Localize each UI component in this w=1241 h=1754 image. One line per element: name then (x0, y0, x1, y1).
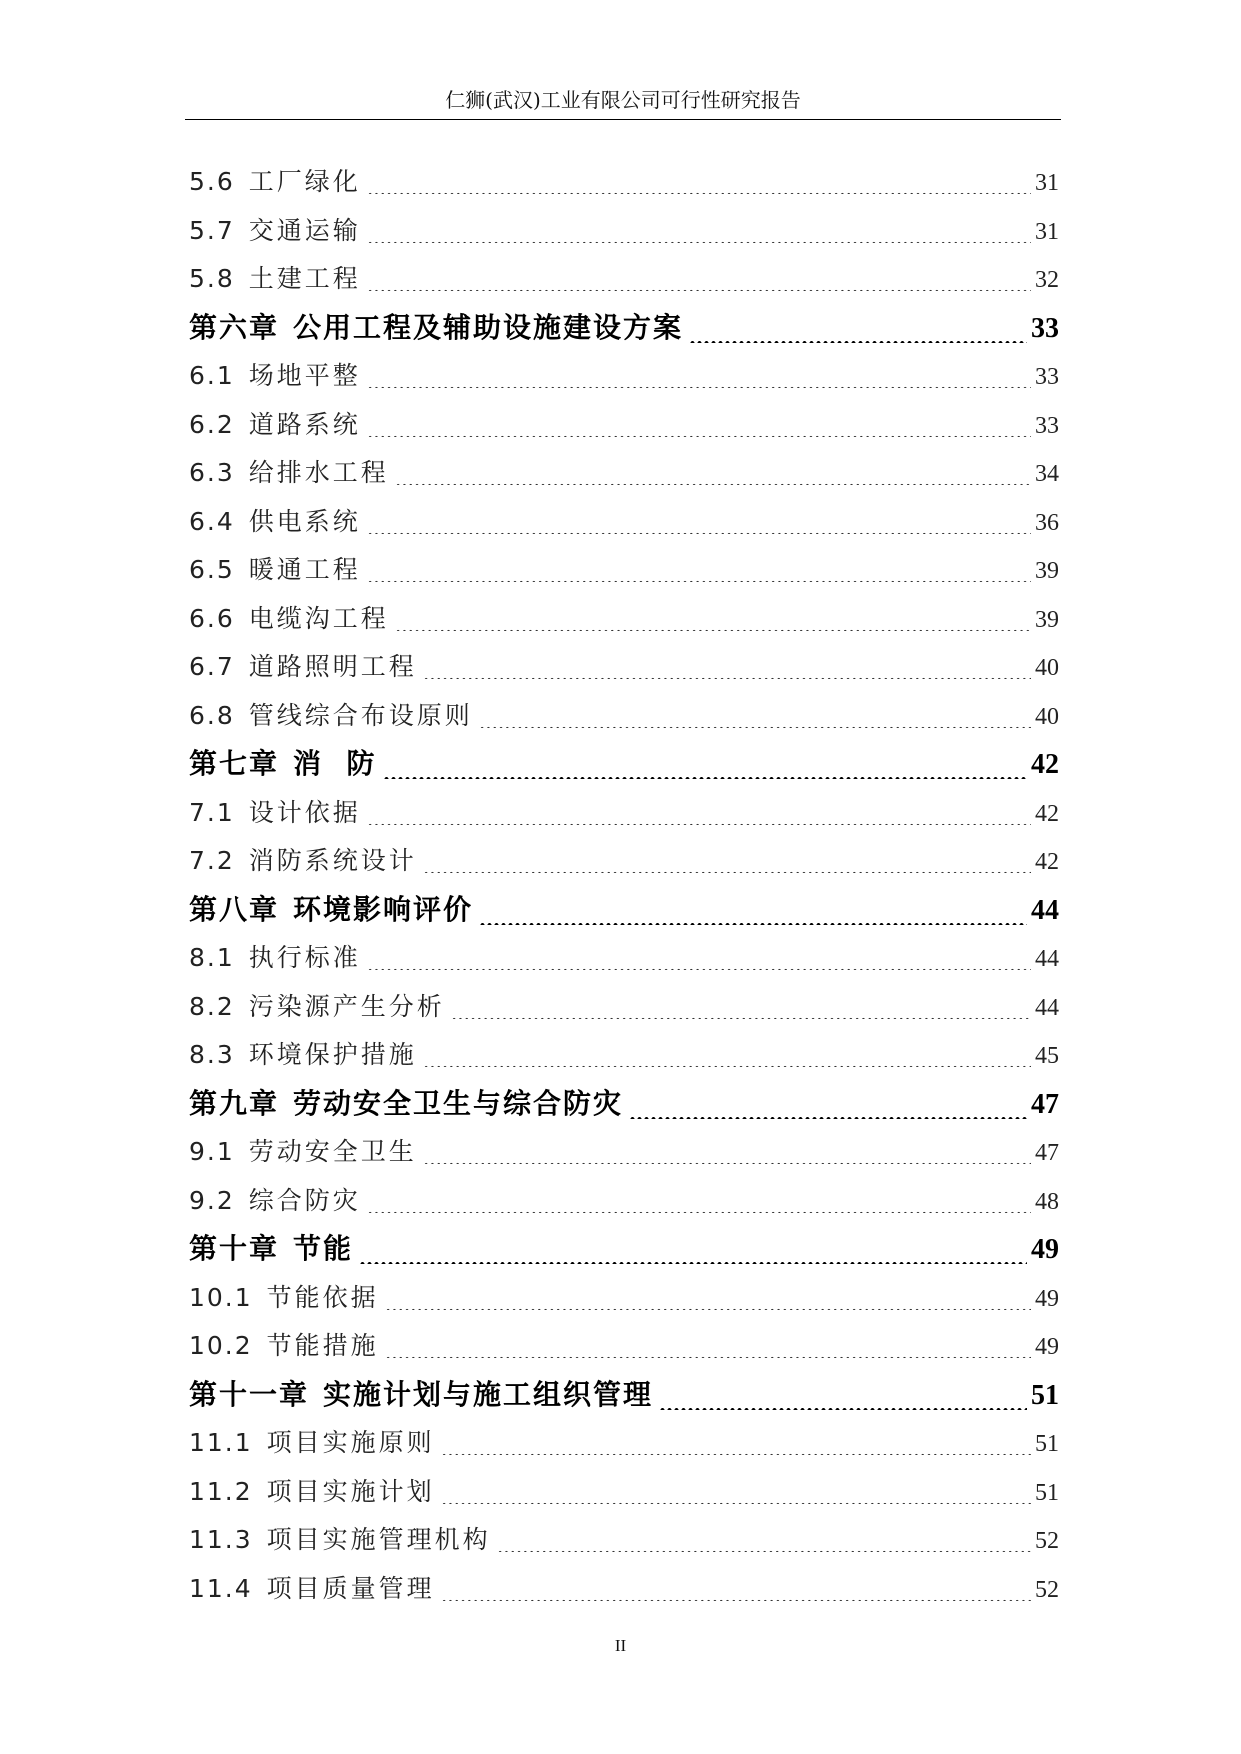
toc-leader-dots (367, 805, 1031, 825)
toc-section-entry[interactable] (189, 595, 1059, 644)
toc-entry-title: 节能 (293, 1232, 354, 1265)
toc-entry-title: 管线综合布设原则 (248, 700, 473, 730)
toc-entry-number: 11.1 (189, 1428, 253, 1457)
toc-section-entry[interactable] (189, 983, 1059, 1032)
toc-section-entry[interactable] (189, 643, 1059, 692)
toc-leader-dots (367, 950, 1031, 970)
toc-section-entry[interactable] (189, 498, 1059, 547)
toc-section-entry[interactable] (189, 1468, 1059, 1517)
toc-entry-title: 环境保护措施 (248, 1040, 417, 1069)
toc-entry-page: 49 (1031, 1234, 1059, 1265)
toc-entry-page: 42 (1035, 800, 1059, 827)
toc-section-entry[interactable] (189, 1516, 1059, 1565)
toc-entry-title: 供电系统 (248, 506, 361, 536)
toc-entry-page: 51 (1035, 1479, 1059, 1506)
toc-entry-page: 47 (1031, 1088, 1059, 1120)
toc-section-entry[interactable] (189, 934, 1059, 983)
toc-entry-title: 设计依据 (248, 797, 361, 827)
toc-entry-page: 49 (1035, 1334, 1059, 1360)
toc-entry-title: 污染源产生分析 (248, 991, 445, 1021)
toc-section-entry[interactable] (189, 692, 1059, 741)
toc-section-entry[interactable] (189, 158, 1059, 207)
toc-entry-page: 32 (1035, 267, 1059, 293)
toc-entry-number: 10.2 (189, 1331, 253, 1360)
toc-entry-number: 6.1 (189, 361, 235, 390)
toc-entry-page: 44 (1035, 994, 1059, 1021)
toc-entry-title: 消防系统设计 (248, 846, 417, 875)
toc-section-entry[interactable] (189, 837, 1059, 886)
toc-entry-number: 第七章 (189, 747, 280, 780)
toc-leader-dots (367, 174, 1031, 194)
toc-leader-dots (423, 659, 1031, 679)
toc-chapter-entry[interactable] (189, 1080, 1059, 1129)
toc-section-entry[interactable] (189, 789, 1059, 838)
toc-entry-page: 40 (1035, 655, 1059, 681)
toc-section-entry[interactable] (189, 207, 1059, 256)
toc-entry-title: 给排水工程 (248, 458, 389, 487)
toc-entry-number: 6.6 (189, 603, 235, 633)
toc-entry-title: 公用工程及辅助设施建设方案 (293, 310, 684, 344)
page-number: II (614, 1636, 627, 1655)
toc-leader-dots (385, 1290, 1031, 1310)
toc-leader-dots (479, 905, 1027, 925)
toc-leader-dots (367, 562, 1031, 582)
toc-entry-page: 51 (1031, 1379, 1059, 1411)
toc-entry-title: 节能依据 (266, 1282, 379, 1312)
toc-leader-dots (395, 465, 1031, 485)
toc-entry-number: 7.2 (189, 846, 235, 875)
toc-section-entry[interactable] (189, 1274, 1059, 1323)
toc-entry-title: 项目实施原则 (266, 1428, 435, 1457)
toc-entry-title: 环境影响评价 (293, 892, 474, 926)
toc-entry-number: 第八章 (189, 892, 280, 926)
toc-entry-page: 40 (1035, 703, 1059, 730)
toc-leader-dots (367, 223, 1031, 243)
toc-section-entry[interactable] (189, 1031, 1059, 1080)
toc-leader-dots (423, 853, 1031, 873)
toc-leader-dots (441, 1435, 1031, 1455)
toc-section-entry[interactable] (189, 1128, 1059, 1177)
toc-section-entry[interactable] (189, 449, 1059, 498)
toc-entry-number: 10.1 (189, 1282, 253, 1312)
page-header-title: 仁狮(武汉)工业有限公司可行性研究报告 (445, 88, 801, 112)
toc-entry-page: 31 (1035, 170, 1059, 196)
toc-entry-page: 34 (1035, 461, 1059, 487)
toc-entry-number: 7.1 (189, 797, 235, 827)
toc-entry-title: 场地平整 (248, 361, 361, 390)
toc-entry-page: 45 (1035, 1043, 1059, 1069)
toc-entry-title: 道路照明工程 (248, 652, 417, 681)
toc-section-entry[interactable] (189, 401, 1059, 450)
toc-entry-page: 47 (1035, 1140, 1059, 1166)
toc-entry-title: 电缆沟工程 (248, 603, 389, 633)
toc-leader-dots (441, 1484, 1031, 1504)
toc-entry-number: 9.1 (189, 1137, 235, 1166)
toc-leader-dots (659, 1390, 1027, 1410)
toc-entry-page: 51 (1035, 1431, 1059, 1457)
toc-chapter-entry[interactable] (189, 304, 1059, 353)
toc-entry-number: 5.7 (189, 215, 235, 245)
toc-entry-page: 39 (1035, 606, 1059, 633)
toc-section-entry[interactable] (189, 352, 1059, 401)
toc-leader-dots (367, 271, 1031, 291)
toc-entry-number: 第九章 (189, 1086, 280, 1120)
toc-entry-page: 42 (1035, 849, 1059, 875)
toc-section-entry[interactable] (189, 1419, 1059, 1468)
toc-section-entry[interactable] (189, 1322, 1059, 1371)
toc-section-entry[interactable] (189, 546, 1059, 595)
table-of-contents (189, 158, 1059, 1613)
toc-entry-title: 劳动安全卫生与综合防灾 (293, 1086, 624, 1120)
toc-leader-dots (367, 368, 1031, 388)
toc-leader-dots (423, 1144, 1031, 1164)
toc-entry-number: 6.2 (189, 409, 235, 439)
toc-entry-number: 11.3 (189, 1525, 253, 1554)
toc-entry-number: 5.6 (189, 167, 235, 196)
toc-entry-number: 第六章 (189, 310, 280, 344)
toc-entry-number: 6.3 (189, 458, 235, 487)
toc-leader-dots (395, 611, 1031, 631)
toc-entry-number: 8.3 (189, 1040, 235, 1069)
toc-entry-title: 土建工程 (248, 264, 361, 293)
toc-entry-page: 33 (1035, 412, 1059, 439)
toc-entry-title: 执行标准 (248, 943, 361, 972)
toc-entry-number: 8.1 (189, 943, 235, 972)
toc-entry-title: 暖通工程 (248, 555, 361, 584)
toc-entry-page: 49 (1035, 1285, 1059, 1312)
toc-chapter-entry[interactable] (189, 886, 1059, 935)
toc-leader-dots (385, 1338, 1031, 1358)
toc-entry-page: 48 (1035, 1188, 1059, 1215)
toc-entry-number: 8.2 (189, 991, 235, 1021)
toc-entry-title: 消 防 (293, 747, 377, 780)
toc-entry-page: 44 (1031, 894, 1059, 926)
toc-entry-title: 道路系统 (248, 409, 361, 439)
toc-leader-dots (441, 1581, 1031, 1601)
toc-leader-dots (497, 1532, 1031, 1552)
toc-entry-number: 5.8 (189, 264, 235, 293)
toc-leader-dots (367, 514, 1031, 534)
toc-entry-title: 实施计划与施工组织管理 (323, 1377, 654, 1411)
toc-entry-page: 33 (1035, 364, 1059, 390)
toc-leader-dots (629, 1099, 1027, 1119)
toc-leader-dots (359, 1244, 1027, 1264)
toc-entry-page: 33 (1031, 312, 1059, 344)
toc-entry-number: 6.7 (189, 652, 235, 681)
toc-entry-number: 11.4 (189, 1573, 253, 1603)
toc-entry-number: 第十章 (189, 1232, 280, 1265)
toc-entry-page: 42 (1031, 749, 1059, 780)
toc-section-entry[interactable] (189, 255, 1059, 304)
toc-entry-title: 节能措施 (266, 1331, 379, 1360)
toc-leader-dots (367, 417, 1031, 437)
toc-leader-dots (451, 999, 1031, 1019)
toc-entry-title: 劳动安全卫生 (248, 1137, 417, 1166)
toc-section-entry[interactable] (189, 1565, 1059, 1614)
toc-chapter-entry[interactable] (189, 1225, 1059, 1274)
toc-entry-number: 11.2 (189, 1476, 253, 1506)
toc-entry-title: 工厂绿化 (248, 167, 361, 196)
toc-entry-number: 6.8 (189, 700, 235, 730)
toc-chapter-entry[interactable] (189, 740, 1059, 789)
toc-leader-dots (423, 1047, 1031, 1067)
toc-section-entry[interactable] (189, 1177, 1059, 1226)
toc-entry-title: 综合防灾 (248, 1185, 361, 1215)
toc-entry-title: 项目实施计划 (266, 1476, 435, 1506)
toc-entry-number: 第十一章 (189, 1377, 310, 1411)
toc-entry-page: 44 (1035, 946, 1059, 972)
toc-entry-number: 6.4 (189, 506, 235, 536)
toc-entry-title: 项目质量管理 (266, 1573, 435, 1603)
toc-entry-page: 52 (1035, 1576, 1059, 1603)
toc-entry-page: 36 (1035, 509, 1059, 536)
toc-chapter-entry[interactable] (189, 1371, 1059, 1420)
toc-leader-dots (383, 759, 1027, 779)
toc-leader-dots (689, 323, 1027, 343)
toc-leader-dots (367, 1193, 1031, 1213)
toc-entry-page: 31 (1035, 218, 1059, 245)
toc-entry-title: 项目实施管理机构 (266, 1525, 491, 1554)
toc-entry-number: 6.5 (189, 555, 235, 584)
toc-entry-number: 9.2 (189, 1185, 235, 1215)
toc-entry-title: 交通运输 (248, 215, 361, 245)
header-divider (185, 119, 1061, 120)
toc-entry-page: 52 (1035, 1528, 1059, 1554)
toc-entry-page: 39 (1035, 558, 1059, 584)
toc-leader-dots (479, 708, 1031, 728)
